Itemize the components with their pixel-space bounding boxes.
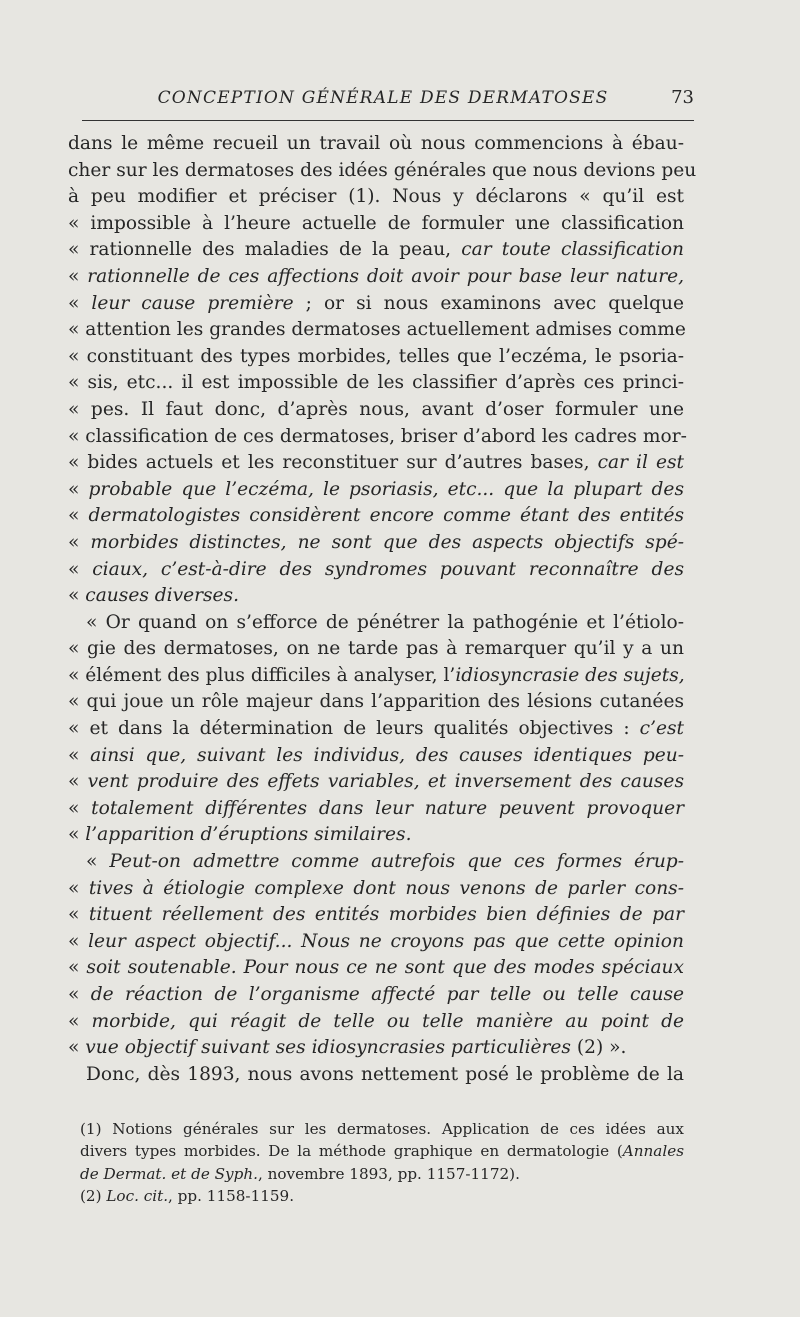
italic-text-segment: Loc. cit. <box>106 1187 169 1206</box>
text-segment: « <box>68 930 89 952</box>
text-segment: ; or si nous examinons avec quelque <box>293 292 684 314</box>
text-line <box>68 929 684 956</box>
text-line <box>68 1062 684 1089</box>
text-line <box>68 557 684 584</box>
text-line <box>68 450 684 477</box>
text-line <box>68 317 684 344</box>
italic-text-segment: vue objectif suivant ses idiosyncrasies particulières <box>85 1037 571 1059</box>
text-segment: « bides actuels et les reconstituer sur d’autres bases, <box>68 452 598 474</box>
text-segment: « sis, etc... il est impossible de les classifier d’après ces princi- <box>68 372 684 394</box>
footnote-line <box>80 1140 684 1162</box>
text-line <box>68 158 697 185</box>
italic-text-segment: vent produire des effets variables, et inversement des causes <box>87 771 684 793</box>
italic-text-segment: totalement différentes dans leur nature peuvent provoquer <box>91 797 684 819</box>
italic-text-segment: Peut-on admettre comme autrefois que ces formes érup- <box>109 851 684 873</box>
text-segment: « <box>86 851 110 873</box>
text-segment: « <box>68 1010 92 1032</box>
italic-text-segment: morbides distinctes, ne sont que des aspects objectifs spé- <box>90 531 684 553</box>
text-line <box>68 264 684 291</box>
text-segment: « attention les grandes dermatoses actuellement admises comme <box>68 319 686 341</box>
text-segment: cher sur les dermatoses des idées générales que nous devions peu <box>68 159 697 181</box>
text-segment: « <box>68 771 88 793</box>
text-segment: « <box>68 558 93 580</box>
text-segment: « élément des plus difficiles à analyser, l’ <box>68 664 456 686</box>
text-line <box>68 796 684 823</box>
text-segment: « Or quand on s’efforce de pénétrer la pathogénie et l’étiolo- <box>86 611 684 633</box>
text-segment: « constituant des types morbides, telles que l’eczéma, le psoria- <box>68 345 684 367</box>
text-segment: « <box>68 265 88 287</box>
italic-text-segment: rationnelle de ces affections doit avoir pour base leur nature, <box>87 265 684 287</box>
text-line <box>68 663 684 690</box>
italic-text-segment: causes diverses. <box>85 585 240 607</box>
text-line <box>68 424 687 451</box>
body-text <box>68 131 697 1088</box>
text-segment: (2) <box>80 1187 107 1206</box>
text-segment: « pes. Il faut donc, d’après nous, avant d’oser formuler une <box>68 398 684 420</box>
text-segment: « <box>68 744 91 766</box>
text-segment: « <box>68 478 89 500</box>
text-line <box>68 902 684 929</box>
text-line <box>68 769 684 796</box>
text-line <box>68 1009 684 1036</box>
text-line <box>68 370 684 397</box>
text-line <box>68 1035 684 1062</box>
text-segment: « <box>68 531 91 553</box>
footnote-line <box>80 1118 684 1140</box>
text-line <box>68 849 684 876</box>
text-line <box>68 610 684 637</box>
text-segment: , novembre 1893, pp. 1157-1172). <box>257 1164 520 1183</box>
text-segment: , pp. 1158-1159. <box>168 1187 295 1206</box>
text-line <box>68 636 684 663</box>
text-line <box>68 237 684 264</box>
text-segment: « <box>68 585 86 607</box>
text-line <box>68 689 684 716</box>
italic-text-segment: tituent réellement des entités morbides bien définies de par <box>88 904 684 926</box>
italic-text-segment: Annales <box>622 1142 684 1161</box>
italic-text-segment: ciaux, c’est-à-dire des syndromes pouvant reconnaître des <box>92 558 684 580</box>
text-segment: « <box>68 877 89 899</box>
italic-text-segment: dermatologistes considèrent encore comme étant des entités <box>88 505 685 527</box>
text-line <box>68 477 684 504</box>
text-segment: (2) ». <box>570 1037 627 1059</box>
text-line <box>68 822 684 849</box>
text-segment: « <box>68 1037 86 1059</box>
footnotes <box>80 1118 684 1208</box>
text-line <box>68 530 684 557</box>
italic-text-segment: idiosyncrasie des sujets, <box>455 664 685 686</box>
text-line <box>68 716 684 743</box>
text-segment: dans le même recueil un travail où nous commencions à ébau- <box>68 133 684 154</box>
page-number: 73 <box>671 87 694 108</box>
text-line <box>68 583 684 610</box>
text-segment: « <box>68 292 92 314</box>
text-segment: « <box>68 797 92 819</box>
italic-text-segment: morbide, qui réagit de telle ou telle manière au point de <box>91 1010 684 1032</box>
text-segment: « gie des dermatoses, on ne tarde pas à remarquer qu’il y a un <box>68 638 684 660</box>
text-segment: « et dans la détermination de leurs qualités objectives : <box>68 718 640 740</box>
text-line <box>68 982 684 1009</box>
text-segment: divers types morbides. De la méthode graphique en dermatologie ( <box>80 1142 623 1161</box>
italic-text-segment: ainsi que, suivant les individus, des causes identiques peu- <box>90 744 684 766</box>
italic-text-segment: soit soutenable. Pour nous ce ne sont que des modes spéciaux <box>86 957 684 979</box>
italic-text-segment: de réaction de l’organisme affecté par telle ou telle cause <box>90 984 684 1005</box>
italic-text-segment: de Dermat. et de Syph. <box>80 1164 258 1183</box>
italic-text-segment: probable que l’eczéma, le psoriasis, etc... que la plupart des <box>88 478 684 500</box>
page-header <box>72 86 694 110</box>
text-line <box>68 291 684 318</box>
header-rule <box>82 120 694 121</box>
italic-text-segment: l’apparition d’éruptions similaires. <box>85 824 412 846</box>
italic-text-segment: leur aspect objectif... Nous ne croyons pas que cette opinion <box>88 930 684 952</box>
text-line <box>68 211 684 238</box>
running-title: CONCEPTION GÉNÉRALE DES DERMATOSES <box>157 88 609 108</box>
italic-text-segment: tives à étiologie complexe dont nous venons de parler cons- <box>88 877 684 899</box>
text-segment: Donc, dès 1893, nous avons nettement posé le problème de la <box>86 1063 684 1085</box>
text-segment: « rationnelle des maladies de la peau, <box>68 239 462 261</box>
text-segment: à peu modifier et préciser (1). Nous y déclarons « qu’il est <box>68 186 684 208</box>
footnote-line <box>80 1163 684 1185</box>
text-segment: « <box>68 984 91 1005</box>
italic-text-segment: c’est <box>639 718 684 740</box>
text-line <box>68 397 684 424</box>
text-segment: « <box>68 824 86 846</box>
italic-text-segment: car toute classification <box>461 239 684 261</box>
text-segment: « <box>68 505 89 527</box>
text-segment: « impossible à l’heure actuelle de formuler une classification <box>68 212 684 234</box>
italic-text-segment: leur cause première <box>91 292 294 314</box>
italic-text-segment: car il est <box>597 452 684 474</box>
text-segment: « qui joue un rôle majeur dans l’apparition des lésions cutanées <box>68 691 684 713</box>
text-segment: « <box>68 904 89 926</box>
text-line <box>68 743 684 770</box>
text-segment: « classification de ces dermatoses, briser d’abord les cadres mor- <box>68 425 687 447</box>
text-line <box>68 503 684 530</box>
text-line <box>68 955 684 982</box>
text-line <box>68 344 684 371</box>
text-segment: (1) Notions générales sur les dermatoses. Application de ces idées aux <box>80 1120 684 1138</box>
text-segment: « <box>68 957 87 979</box>
footnote-line <box>80 1185 684 1207</box>
text-line <box>68 184 684 211</box>
text-line <box>68 131 684 158</box>
text-line <box>68 876 684 903</box>
